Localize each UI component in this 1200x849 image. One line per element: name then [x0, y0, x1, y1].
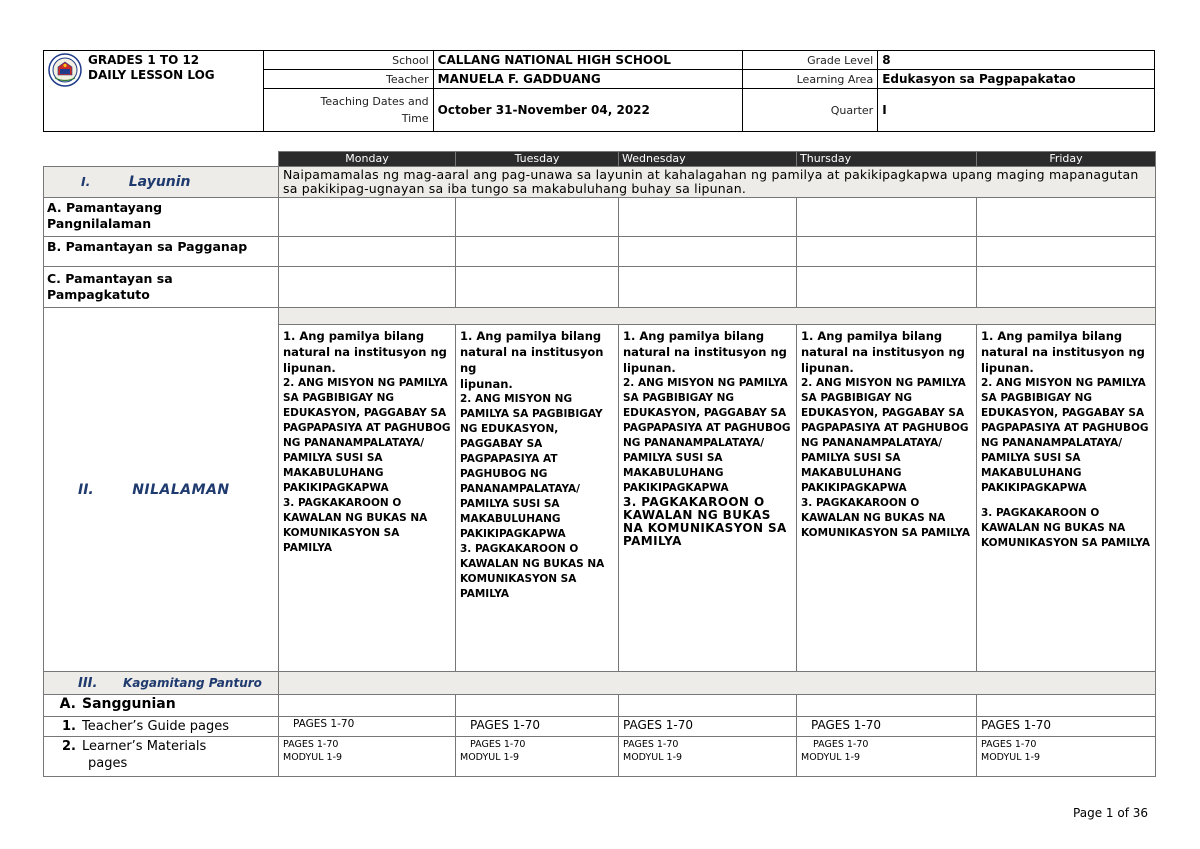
row-a-line1: A. Pamantayang — [47, 200, 163, 215]
kagamitang-title: Kagamitang Panturo — [122, 675, 262, 690]
lm-monday-pages: PAGES 1-70 — [283, 739, 339, 750]
nilalaman-wednesday — [619, 325, 797, 672]
row-b-monday — [279, 237, 456, 267]
grade-level-value: 8 — [878, 51, 1155, 70]
nilalaman-wednesday-t2: 2. ANG MISYON NG PAMILYA SA PAGBIBIGAY NG EDUKASYON, PAGGABAY SA PAGPAPASIYA AT PAGHUBOG NG PANANAMPALATAYA/ PAMILYA SUSI SA MAKABULUHANG PAKIKIPAGKAPWA — [623, 377, 791, 494]
kagamitang-num: III. — [78, 675, 98, 691]
teaching-dates-label-line1: Teaching Dates and — [320, 95, 429, 109]
lesson-log-table — [43, 151, 1156, 777]
pamantayang-pangnilalaman-label — [44, 198, 279, 237]
nilalaman-friday-t2: 2. ANG MISYON NG PAMILYA SA PAGBIBIGAY NG EDUKASYON, PAGGABAY SA PAGPAPASIYA AT PAGHUBOG NG PANANAMPALATAYA/ PAMILYA SUSI SA MAKABULUHANG PAKIKIPAGKAPWA — [981, 377, 1149, 494]
tg-monday: PAGES 1-70 — [279, 717, 456, 737]
lm-friday — [977, 737, 1156, 777]
corner-cell — [44, 152, 279, 167]
teacher-value: MANUELA F. GADDUANG — [433, 70, 743, 89]
teaching-dates-label — [263, 89, 433, 132]
tg-thursday: PAGES 1-70 — [797, 717, 977, 737]
lm-thursday — [797, 737, 977, 777]
row-c-line1: C. Pamantayan sa — [47, 271, 173, 286]
learning-area-value: Edukasyon sa Pagpapakatao — [878, 70, 1155, 89]
sanggunian-monday — [279, 695, 456, 717]
nilalaman-num: II. — [78, 481, 94, 498]
lm-tuesday — [456, 737, 619, 777]
layunin-text: Naipamamalas ng mag-aaral ang pag-unawa sa layunin at kahalagahan ng pamilya at pakikipagkapwa upang maging mapanagutan sa pakikipag-ugnayan sa iba tungo sa makabuluhang buhay sa lipunan. — [279, 167, 1156, 198]
layunin-num: I. — [81, 174, 91, 189]
nilalaman-thursday-t2: 2. ANG MISYON NG PAMILYA SA PAGBIBIGAY NG EDUKASYON, PAGGABAY SA PAGPAPASIYA AT PAGHUBOG NG PANANAMPALATAYA/ PAMILYA SUSI SA MAKABULUHANG PAKIKIPAGKAPWA — [801, 377, 969, 494]
learning-area-label: Learning Area — [743, 70, 878, 89]
row-b-friday — [977, 237, 1156, 267]
nilalaman-spacer — [279, 308, 1156, 325]
teachers-guide-title: Teacher’s Guide pages — [82, 719, 230, 734]
lm-tuesday-pages: PAGES 1-70 — [470, 739, 526, 750]
row-c-tuesday — [456, 267, 619, 308]
row-a-friday — [977, 198, 1156, 237]
tg-friday: PAGES 1-70 — [977, 717, 1156, 737]
sanggunian-label — [44, 695, 279, 717]
kagamitang-spacer — [279, 672, 1156, 695]
day-header-friday: Friday — [977, 152, 1156, 167]
logo-title-cell — [44, 51, 264, 132]
school-label: School — [263, 51, 433, 70]
nilalaman-friday-t3: 3. PAGKAKAROON O KAWALAN NG BUKAS NA KOMUNIKASYON SA PAMILYA — [981, 507, 1151, 549]
lm-friday-pages: PAGES 1-70 — [981, 739, 1037, 750]
nilalaman-wednesday-t3: 3. PAGKAKAROON O KAWALAN NG BUKAS NA KOMUNIKASYON SA PAMILYA — [623, 495, 787, 548]
day-header-monday: Monday — [279, 152, 456, 167]
pamantayan-sa-pagganap-label: B. Pamantayan sa Pagganap — [44, 237, 279, 267]
nilalaman-thursday-t3: 3. PAGKAKAROON O KAWALAN NG BUKAS NA KOMUNIKASYON SA PAMILYA — [801, 497, 971, 539]
learners-materials-title-1: Learner’s Materials — [82, 739, 207, 754]
row-c-monday — [279, 267, 456, 308]
lm-tuesday-modyul: MODYUL 1-9 — [460, 752, 520, 763]
nilalaman-tuesday-t1a: 1. Ang pamilya bilang natural na institusyon ng — [460, 329, 604, 375]
lm-wednesday — [619, 737, 797, 777]
page-number: Page 1 of 36 — [1073, 806, 1148, 820]
pamantayan-sa-pampagkatuto-label — [44, 267, 279, 308]
quarter-label: Quarter — [743, 89, 878, 132]
day-header-thursday: Thursday — [797, 152, 977, 167]
lm-wednesday-pages: PAGES 1-70 — [623, 739, 679, 750]
row-b-tuesday — [456, 237, 619, 267]
nilalaman-thursday — [797, 325, 977, 672]
row-b-wednesday — [619, 237, 797, 267]
nilalaman-tuesday-t3: 3. PAGKAKAROON O KAWALAN NG BUKAS NA KOMUNIKASYON SA PAMILYA — [460, 543, 605, 600]
nilalaman-tuesday-t2: 2. ANG MISYON NG PAMILYA SA PAGBIBIGAY NG EDUKASYON, PAGGABAY SA PAGPAPASIYA AT PAGHUBOG NG PANANAMPALATAYA/ PAMILYA SUSI SA MAKABULUHANG PAKIKIPAGKAPWA — [460, 393, 603, 540]
learners-materials-num: 2. — [62, 739, 76, 754]
lm-friday-modyul: MODYUL 1-9 — [981, 752, 1041, 763]
lm-thursday-modyul: MODYUL 1-9 — [801, 752, 861, 763]
row-a-monday — [279, 198, 456, 237]
row-c-wednesday — [619, 267, 797, 308]
dll-title-line2: DAILY LESSON LOG — [88, 68, 215, 82]
teacher-label: Teacher — [263, 70, 433, 89]
lm-monday-modyul: MODYUL 1-9 — [283, 752, 343, 763]
lm-monday — [279, 737, 456, 777]
tg-tuesday: PAGES 1-70 — [456, 717, 619, 737]
kagamitang-panturo-heading — [44, 672, 279, 695]
row-a-tuesday — [456, 198, 619, 237]
row-c-friday — [977, 267, 1156, 308]
nilalaman-friday — [977, 325, 1156, 672]
row-a-thursday — [797, 198, 977, 237]
sanggunian-num: A. — [59, 696, 76, 712]
day-header-wednesday: Wednesday — [619, 152, 797, 167]
deped-seal-icon — [48, 53, 82, 87]
row-a-wednesday — [619, 198, 797, 237]
nilalaman-monday — [279, 325, 456, 672]
teachers-guide-label — [44, 717, 279, 737]
lm-wednesday-modyul: MODYUL 1-9 — [623, 752, 683, 763]
teaching-dates-label-line2: Time — [401, 112, 429, 126]
nilalaman-wednesday-t1: 1. Ang pamilya bilang natural na institusyon ng lipunan. — [623, 329, 787, 375]
row-b-thursday — [797, 237, 977, 267]
nilalaman-monday-t3: 3. PAGKAKAROON O KAWALAN NG BUKAS NA KOMUNIKASYON SA PAMILYA — [283, 497, 428, 554]
nilalaman-friday-t1: 1. Ang pamilya bilang natural na institusyon ng lipunan. — [981, 329, 1145, 375]
nilalaman-tuesday-t1b: lipunan. — [460, 377, 513, 391]
tg-wednesday: PAGES 1-70 — [619, 717, 797, 737]
nilalaman-monday-t1: 1. Ang pamilya bilang natural na institusyon ng lipunan. — [283, 329, 447, 375]
nilalaman-tuesday — [456, 325, 619, 672]
grade-level-label: Grade Level — [743, 51, 878, 70]
school-value: CALLANG NATIONAL HIGH SCHOOL — [433, 51, 743, 70]
nilalaman-thursday-t1: 1. Ang pamilya bilang natural na institusyon ng lipunan. — [801, 329, 965, 375]
sanggunian-friday — [977, 695, 1156, 717]
sanggunian-title: Sanggunian — [82, 696, 176, 712]
header-table — [43, 50, 1155, 132]
sanggunian-thursday — [797, 695, 977, 717]
lm-thursday-pages: PAGES 1-70 — [813, 739, 869, 750]
row-c-line2: Pampagkatuto — [47, 287, 150, 302]
row-a-line2: Pangnilalaman — [47, 216, 152, 231]
sanggunian-wednesday — [619, 695, 797, 717]
nilalaman-monday-t2: 2. ANG MISYON NG PAMILYA SA PAGBIBIGAY NG EDUKASYON, PAGGABAY SA PAGPAPASIYA AT PAGHUBOG NG PANANAMPALATAYA/ PAMILYA SUSI SA MAKABULUHANG PAKIKIPAGKAPWA — [283, 377, 451, 494]
dll-title-line1: GRADES 1 TO 12 — [88, 53, 200, 67]
learners-materials-label — [44, 737, 279, 777]
sanggunian-tuesday — [456, 695, 619, 717]
teachers-guide-num: 1. — [62, 719, 76, 734]
learners-materials-title-2: pages — [88, 756, 128, 771]
day-header-tuesday: Tuesday — [456, 152, 619, 167]
nilalaman-heading — [44, 308, 279, 672]
layunin-heading — [44, 167, 279, 198]
quarter-value: I — [878, 89, 1155, 132]
layunin-title: Layunin — [128, 174, 191, 190]
teaching-dates-value: October 31-November 04, 2022 — [433, 89, 743, 132]
row-c-thursday — [797, 267, 977, 308]
nilalaman-title: NILALAMAN — [132, 481, 230, 498]
